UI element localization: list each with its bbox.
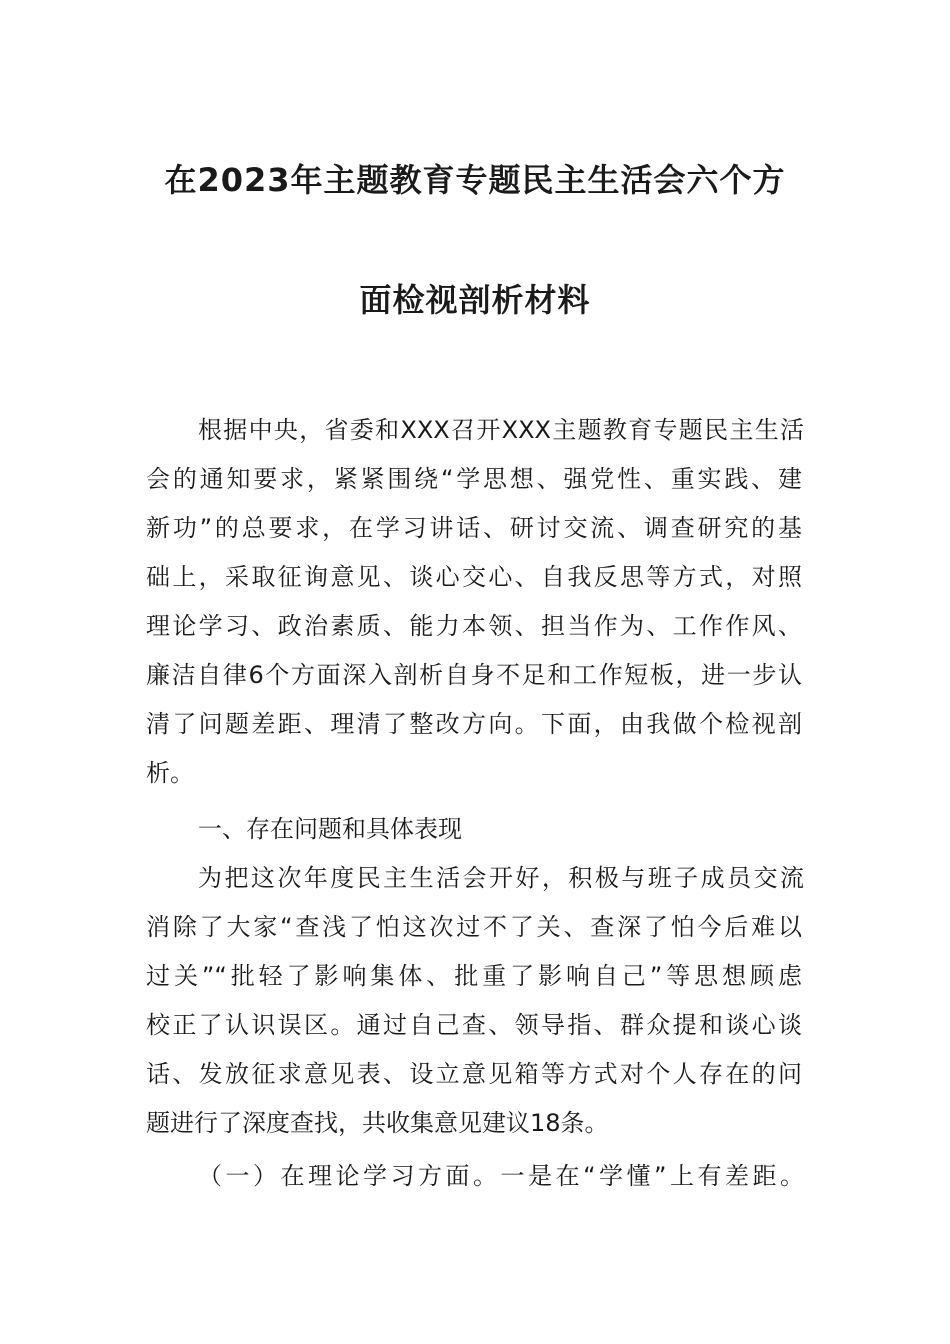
document-title-line-2: 面检视剖析材料 xyxy=(359,281,591,319)
paragraph-1-line-1: 根据中央，省委和XXX召开XXX主题教育专题民主生活 xyxy=(198,416,804,444)
paragraph-2-line-6: 题进行了深度查找，共收集意见建议18条。 xyxy=(146,1109,609,1137)
section-heading-1: 一、存在问题和具体表现 xyxy=(198,815,462,843)
paragraph-1-line-3: 新功”的总要求，在学习讲话、研讨交流、调查研究的基 xyxy=(146,514,802,542)
paragraph-1-line-6: 廉洁自律6个方面深入剖析自身不足和工作短板，进一步认 xyxy=(146,661,802,689)
paragraph-1-line-8: 析。 xyxy=(146,759,194,787)
paragraph-2-line-1: 为把这次年度民主生活会开好，积极与班子成员交流 xyxy=(198,864,804,892)
paragraph-3-line-1: （一）在理论学习方面。一是在“学懂”上有差距。 xyxy=(198,1162,804,1190)
paragraph-2-line-2: 消除了大家“查浅了怕这次过不了关、查深了怕今后难以 xyxy=(146,913,802,941)
paragraph-1-line-5: 理论学习、政治素质、能力本领、担当作为、工作作风、 xyxy=(146,612,802,640)
paragraph-1-line-7: 清了问题差距、理清了整改方向。下面，由我做个检视剖 xyxy=(146,710,802,738)
paragraph-1-line-4: 础上，采取征询意见、谈心交心、自我反思等方式，对照 xyxy=(146,563,802,591)
document-title-line-1: 在2023年主题教育专题民主生活会六个方 xyxy=(164,161,786,199)
paragraph-2-line-3: 过关”“批轻了影响集体、批重了影响自己”等思想顾虑 xyxy=(146,962,802,990)
paragraph-2-line-4: 校正了认识误区。通过自己查、领导指、群众提和谈心谈 xyxy=(146,1011,802,1039)
paragraph-2-line-5: 话、发放征求意见表、设立意见箱等方式对个人存在的问 xyxy=(146,1060,802,1088)
paragraph-1-line-2: 会的通知要求，紧紧围绕“学思想、强党性、重实践、建 xyxy=(146,465,802,493)
